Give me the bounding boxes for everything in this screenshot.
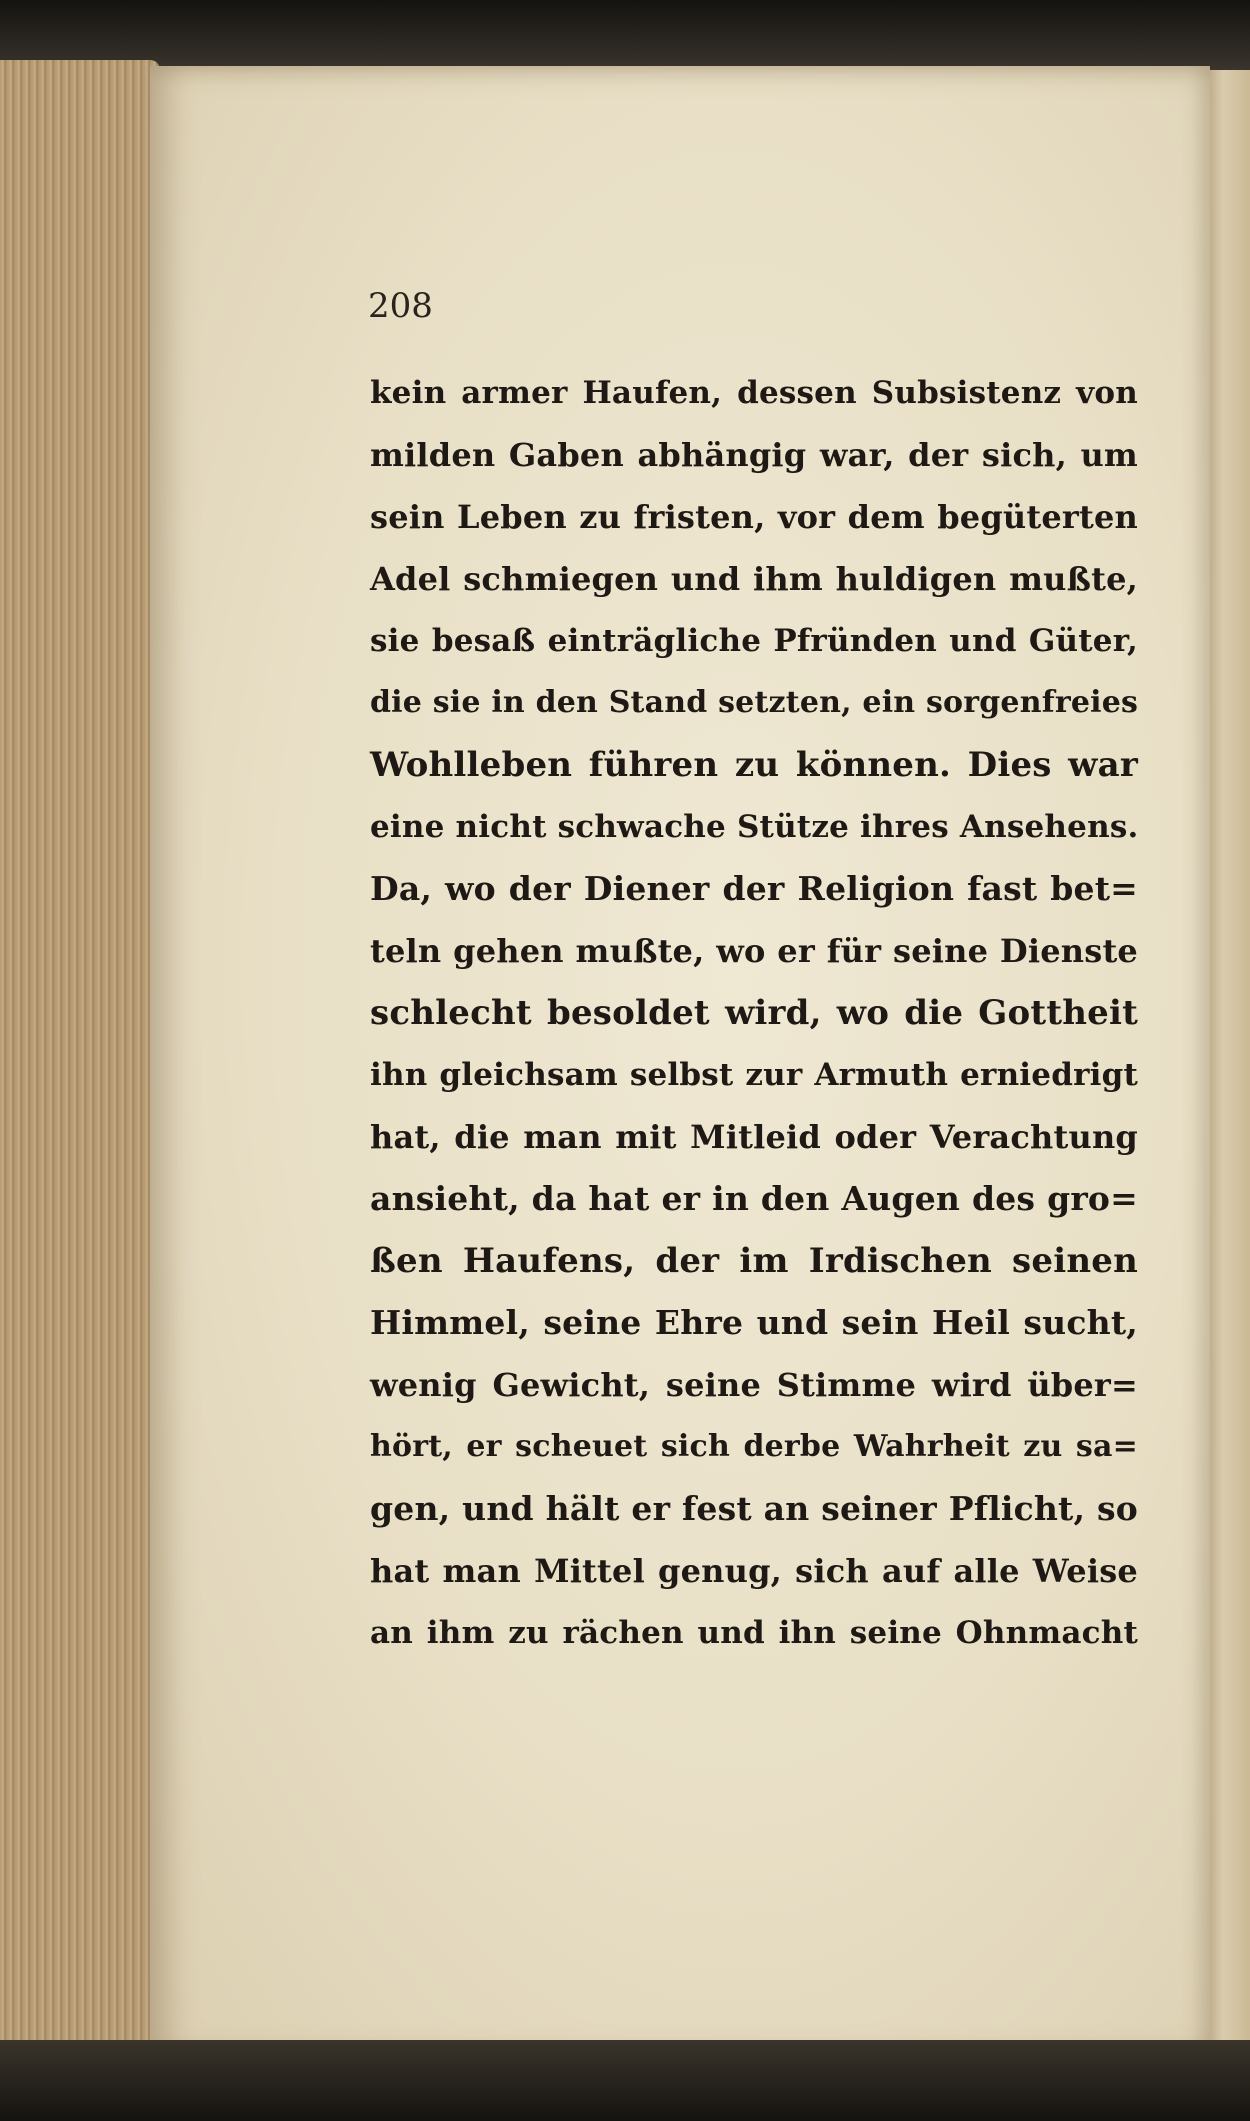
text-line: sein Leben zu fristen, vor dem begüterten — [370, 498, 1138, 536]
text-line: hat, die man mit Mitleid oder Verachtung — [370, 1118, 1138, 1156]
text-line: sie besaß einträgliche Pfründen und Güter, — [370, 623, 1138, 659]
text-line: Wohlleben führen zu können. Dies war — [370, 745, 1138, 785]
text-line: wenig Gewicht, seine Stimme wird über= — [370, 1366, 1138, 1404]
text-line: Himmel, seine Ehre und sein Heil sucht, — [370, 1303, 1138, 1342]
text-line: an ihm zu rächen und ihn seine Ohnmacht — [370, 1615, 1138, 1651]
text-line: gen, und hält er fest an seiner Pflicht, so — [370, 1489, 1138, 1528]
text-line: Da, wo der Diener der Religion fast bet= — [370, 869, 1138, 908]
text-line: kein armer Haufen, dessen Subsistenz von — [370, 375, 1138, 411]
text-line: hört, er scheuet sich derbe Wahrheit zu sa= — [370, 1429, 1138, 1464]
page-number: 208 — [368, 286, 433, 326]
text-line: hat man Mittel genug, sich auf alle Weise — [370, 1552, 1138, 1590]
book-page-edges — [0, 60, 160, 2050]
book-top-edge — [0, 0, 1250, 70]
text-line: Adel schmiegen und ihm huldigen mußte, — [370, 560, 1138, 598]
text-line: eine nicht schwache Stütze ihres Ansehens. — [370, 809, 1139, 845]
book-bottom-edge — [0, 2040, 1250, 2121]
text-line: ansieht, da hat er in den Augen des gro= — [370, 1179, 1138, 1218]
next-page-edge — [1205, 70, 1250, 2055]
text-line: milden Gaben abhängig war, der sich, um — [370, 436, 1138, 474]
text-line: ßen Haufens, der im Irdischen seinen — [370, 1241, 1138, 1281]
text-line: ihn gleichsam selbst zur Armuth erniedrigt — [370, 1057, 1138, 1093]
text-line: teln gehen mußte, wo er für seine Dienste — [370, 932, 1138, 970]
page-text — [370, 362, 1138, 1664]
text-line: die sie in den Stand setzten, ein sorgenfreies — [370, 685, 1139, 720]
text-line: schlecht besoldet wird, wo die Gottheit — [370, 993, 1138, 1033]
